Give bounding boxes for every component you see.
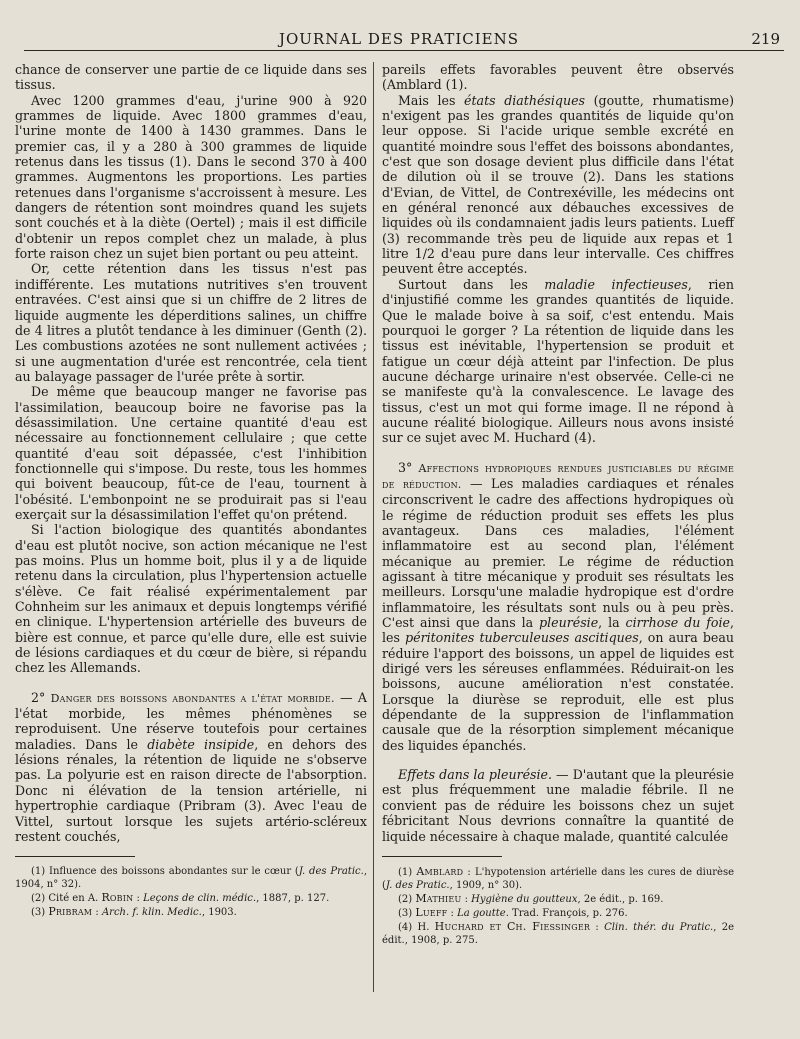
footnote-rule xyxy=(382,856,502,857)
footnote: (2) Mathieu : Hygiène du goutteux, 2e édit., p. 169. xyxy=(398,891,664,905)
paragraph: Mais les états diathésiques (goutte, rhumatisme) n'exigent pas les grandes quantités de liquide qu'on leur oppose. Si l'acide urique semble excrété en quantité moindre sous l'effet des boissons abondantes, c'est que son dosage devient plus difficile dans l'état de dilution où il se trouve (2). Dans les stations d'Evian, de Vittel, de Contrexéville, les médecins ont en général renoncé aux débauches excessives de liquides où ils condamnaient jadis leurs patients. Lueff (3) recommande très peu de liquide aux repas et 1 litre 1/2 d'eau pure dans leur intervalle. Ces chiffres peuvent être acceptés. xyxy=(382,92,734,277)
paragraph: Effets dans la pleurésie. — D'autant que la pleurésie est plus fréquemment une maladie fébrile. Il ne convient pas de réduire les boissons chez un sujet fébricitant Nous devrions connaître la quantité de liquide nécessaire à chaque malade, quantité calculée xyxy=(382,767,734,844)
page-header xyxy=(14,26,784,50)
page-number: 219 xyxy=(751,30,780,48)
paragraph: chance de conserver une partie de ce liquide dans ses tissus. xyxy=(15,62,367,93)
footnotes xyxy=(382,865,734,947)
footnote: (2) Cité en A. Robin : Leçons de clin. médic., 1887, p. 127. xyxy=(31,891,330,905)
section-3: 3° Affections hydropiques rendues justiciables du régime de réduction. — Les maladies cardiaques et rénales circonscrivent le cadre des affections hydropiques où le régime de réduction produit ses effets les plus avantageux. Dans ces maladies, l'élément inflammatoire est au second plan, l'élément mécanique au premier. Le régime de réduction agissant à titre mécanique y produit ses résultats les meilleurs. Lorsqu'une maladie hydropique est d'ordre inflammatoire, les résultats sont nuls ou à peu près. C'est ainsi que dans la pleurésie, la cirrhose du foie, les péritonites tuberculeuses ascitiques, on aura beau réduire l'apport des boissons, un appel de liquides est dirigé vers les séreuses enflammées. Réduirait-on les boissons, aucune amélioration n'est constatée. Lorsque la diurèse se reproduit, elle est plus dépendante de la suppression de l'inflammation causale que de la résorption simplement mécanique des liquides épanchés. xyxy=(382,459,735,753)
paragraph: pareils effets favorables peuvent être observés (Amblard (1). xyxy=(382,62,734,93)
column-divider xyxy=(373,62,374,992)
footnote: (4) H. Huchard et Ch. Fiessinger : Clin. thér. du Pratic., 2e édit., 1908, p. 275. xyxy=(382,919,734,946)
left-column xyxy=(15,62,367,919)
section-2: 2° Danger des boissons abondantes a l'état morbide. — A l'état morbide, les mêmes phénomènes se reproduisent. Une réserve toutefois pour certaines maladies. Dans le diabète insipide, en dehors des lésions rénales, la rétention de liquide ne s'observe pas. La polyurie est en raison directe de l'absorption. Donc ni élévation de la tension artérielle, ni hypertrophie cardiaque (Pribram (3). Avec l'eau de Vittel, surtout lorsque les sujets artério-scléreux restent couchés, xyxy=(15,689,367,844)
section-number: 2° xyxy=(31,689,51,705)
paragraph: Avec 1200 grammes d'eau, j'urine 900 à 920 grammes de liquide. Avec 1800 grammes d'eau, l'urine monte de 1400 à 1430 grammes. Dans le premier cas, il y a 280 à 300 grammes de liquide retenus dans les tissus (1). Dans le second 370 à 400 grammes. Augmentons les proportions. Les parties retenues dans l'organisme s'accroissent à mesure. Les dangers de rétention sont moindres quand les sujets sont couchés et à la diète (Oertel) ; mais il est difficile d'obtenir un repos complet chez un malade, à plus forte raison chez un sujet bien portant ou peu atteint. xyxy=(15,92,367,262)
footnotes xyxy=(15,865,367,919)
footnote: (1) Amblard : L'hypotension artérielle dans les cures de diurèse (J. des Pratic., 1909, n° 30). xyxy=(382,864,735,891)
running-title: JOURNAL DES PRATICIENS xyxy=(278,30,520,48)
paragraph: Surtout dans les maladie infectieuses, rien d'injustifié comme les grandes quantités de liquide. Que le malade boive à sa soif, c'est entendu. Mais pourquoi le gorger ? La rétention de liquide dans les tissus est inévitable, l'hypertension se produit et fatigue un cœur déjà atteint par l'infection. De plus aucune décharge urinaire n'est observée. Celle-ci ne se manifeste qu'à la convalescence. Le lavage des tissus, c'est un mot qui forme image. Il ne répond à aucune réalité biologique. Ailleurs nous avons insisté sur ce sujet avec M. Huchard (4). xyxy=(382,276,734,446)
section-title: Affections hydropiques rendues justiciables du régime de réduction. xyxy=(382,461,734,491)
paragraph: Si l'action biologique des quantités abondantes d'eau est plutôt nocive, son action mécanique ne l'est pas moins. Plus un homme boit, plus il y a de liquide retenu dans la circulation, plus l'hypertension actuelle s'élève. Ce fait réalisé expérimentalement par Cohnheim sur les animaux et depuis longtemps vérifié en clinique. L'hypertension artérielle des buveurs de bière est connue, et parce qu'elle dure, elle est suivie de lésions cardiaques et du cœur de bière, si répandu chez les Allemands. xyxy=(15,522,367,676)
subsection-title: Effets dans la pleurésie. xyxy=(398,767,552,783)
footnote-rule xyxy=(15,856,135,857)
header-rule xyxy=(24,50,784,51)
section-title: Danger des boissons abondantes a l'état morbide. xyxy=(50,691,335,705)
footnote: (3) Lueff : La goutte. Trad. François, p. 276. xyxy=(398,905,628,919)
section-number: 3° xyxy=(398,459,419,475)
right-column xyxy=(382,62,734,947)
paragraph: De même que beaucoup manger ne favorise pas l'assimilation, beaucoup boire ne favorise pas la désassimilation. Une certaine quantité d'eau est nécessaire au fonctionnement cellulaire ; que cette quantité d'eau soit dépassée, c'est l'inhibition fonctionnelle qui s'impose. Du reste, tous les hommes qui boivent beaucoup, fût-ce de l'eau, tournent à l'obésité. L'embonpoint ne se produirait pas si l'eau exerçait sur la désassimilation l'effet qu'on prétend. xyxy=(15,384,367,522)
footnote: (3) Pribram : Arch. f. klin. Medic., 1903. xyxy=(31,905,237,919)
paragraph: Or, cette rétention dans les tissus n'est pas indifférente. Les mutations nutritives s'en trouvent entravées. C'est ainsi que si un chiffre de 2 litres de liquide augmente les déperditions salines, un chiffre de 4 litres a plutôt tendance à les diminuer (Genth (2). Les combustions azotées ne sont nullement activées ; si une augmentation d'urée est rencontrée, cela tient au balayage passager de l'urée prête à sortir. xyxy=(15,261,367,384)
footnote: (1) Influence des boissons abondantes sur le cœur (J. des Pratic., 1904, n° 32). xyxy=(15,866,367,891)
